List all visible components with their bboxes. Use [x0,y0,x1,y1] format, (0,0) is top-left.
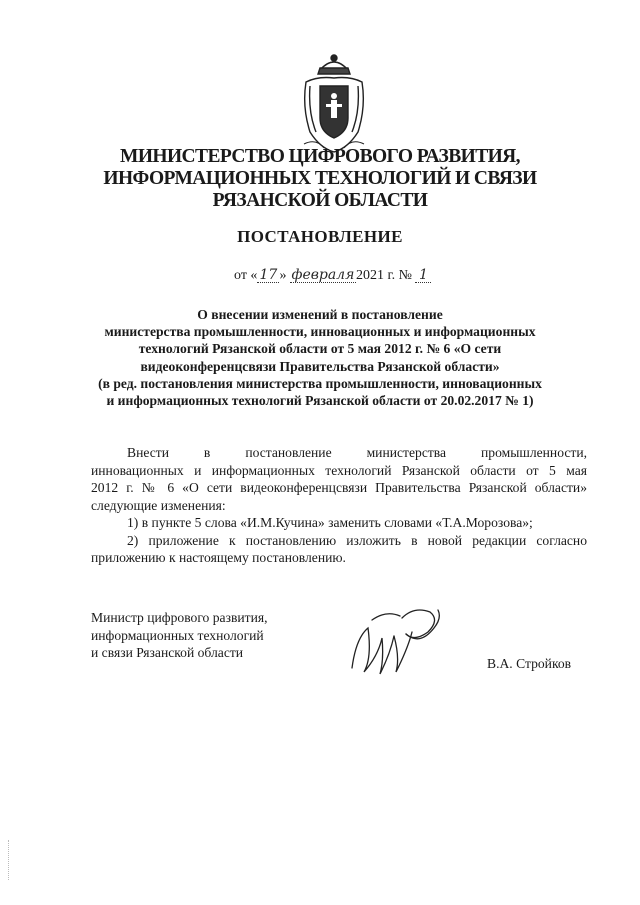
date-line [234,268,431,284]
date-month: февраля [291,267,355,283]
subject-line: технологий Рязанской области от 5 мая 2012 г. № 6 «О сети [138,341,502,357]
change-item-1: 1) в пункте 5 слова «И.М.Кучина» заменить словами «Т.А.Морозова»; [127,515,533,530]
ministry-header [0,146,640,212]
document-subject [0,306,640,409]
change-item-2: 2) приложение к постановлению изложить в новой редакции согласно [127,532,587,548]
ministry-line: МИНИСТЕРСТВО ЦИФРОВОГО РАЗВИТИЯ, [120,146,520,167]
signer-title-line: информационных технологий [91,627,264,643]
ministry-line: РЯЗАНСКОЙ ОБЛАСТИ [212,190,428,211]
change-item-2-cont: приложению к настоящему постановлению. [91,550,346,565]
body-line: инновационных и информационных технологий Рязанской области от 5 мая [91,462,587,478]
subject-line: и информационных технологий Рязанской области от 20.02.2017 № 1) [106,393,534,409]
document-body [91,444,587,567]
subject-line: О внесении изменений в постановление [197,307,443,322]
signer-name: В.А. Стройков [487,656,572,671]
date-year: 2021 г. № [355,268,416,283]
document-type: ПОСТАНОВЛЕНИЕ [237,227,403,246]
subject-line: видеоконференцсвязи Правительства Рязанской области» [140,358,500,374]
date-mid: » [279,268,290,283]
ryazan-coat-of-arms-icon [296,52,372,156]
signer-title [91,609,268,662]
handwritten-signature-icon [342,598,452,688]
body-line: 2012 г. № 6 «О сети видеоконференцсвязи Правительства Рязанской области» [91,480,587,495]
body-line: Внести в постановление министерства промышленности, [127,445,587,460]
ministry-line: ИНФОРМАЦИОННЫХ ТЕХНОЛОГИЙ И СВЯЗИ [103,168,537,189]
body-line: следующие изменения: [91,497,226,513]
document-number: 1 [415,268,431,283]
signer-title-line: и связи Рязанской области [91,645,244,660]
date-prefix: от « [234,268,258,283]
subject-line: (в ред. постановления министерства промышленности, инновационных [98,375,542,391]
scan-margin-mark [8,840,11,880]
subject-line: министерства промышленности, инновационных и информационных [104,324,536,340]
signer-title-line: Министр цифрового развития, [91,610,268,625]
date-day: 17 [257,268,279,283]
